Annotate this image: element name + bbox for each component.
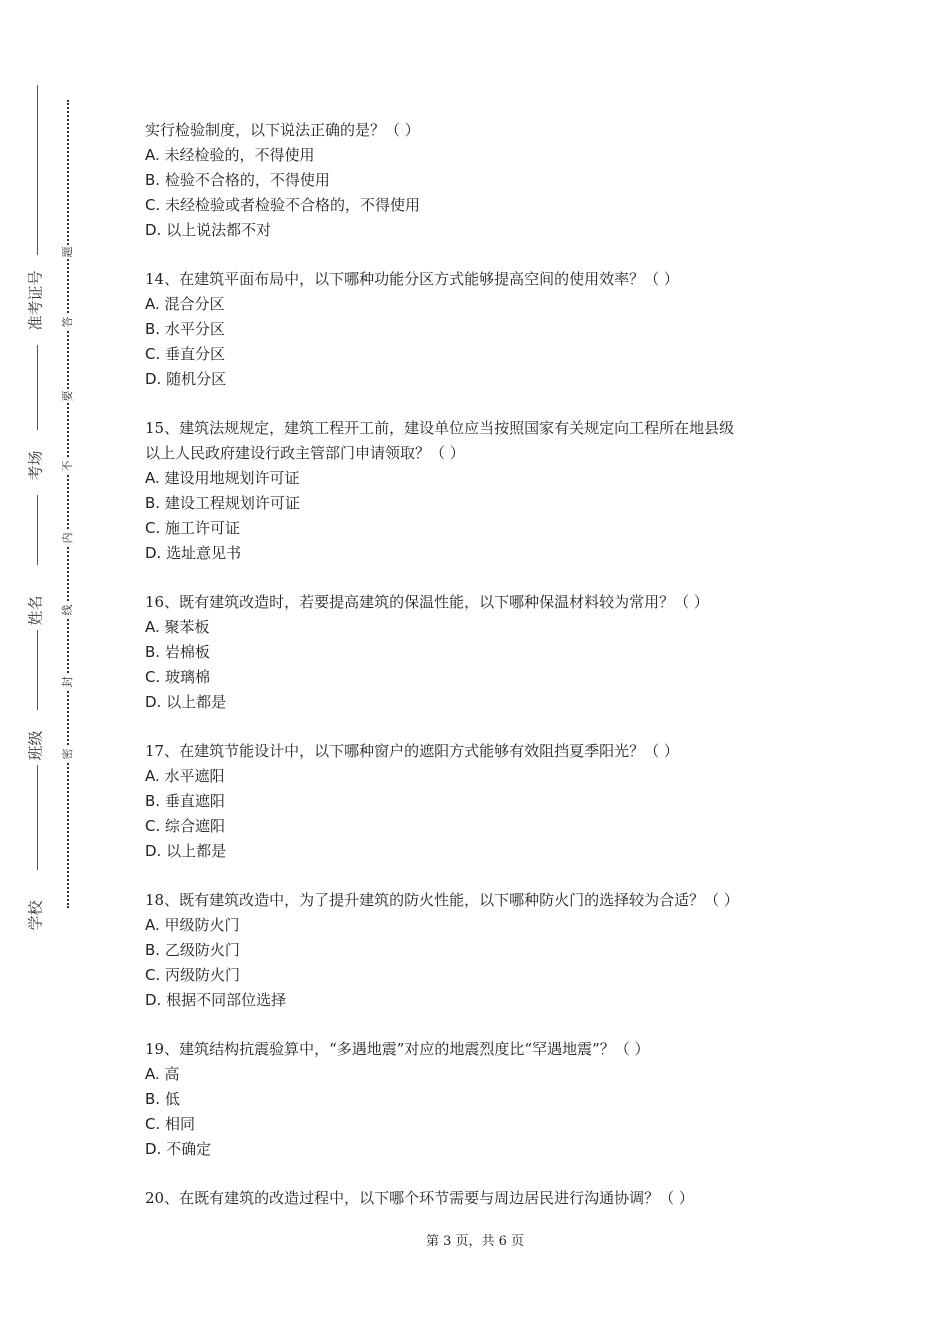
option-text: 混合分区 — [164, 295, 225, 313]
answer-option — [145, 913, 825, 938]
option-text: 随机分区 — [166, 370, 227, 388]
fill-line — [37, 630, 38, 710]
seal-word: 线 — [61, 604, 74, 616]
option-letter: A. — [145, 916, 160, 934]
option-letter: D. — [145, 693, 162, 711]
question-block — [145, 590, 825, 715]
question-block — [145, 888, 825, 1013]
option-letter: A. — [145, 146, 160, 164]
answer-option — [145, 292, 825, 317]
option-text: 低 — [164, 1090, 180, 1108]
answer-option — [145, 839, 825, 864]
option-letter: C. — [145, 345, 161, 363]
class-label: 班级 — [26, 730, 45, 761]
option-letter: D. — [145, 370, 162, 388]
question-block — [145, 1186, 825, 1211]
question-block — [145, 1037, 825, 1162]
seal-word: 密 — [61, 748, 74, 760]
option-letter: D. — [145, 544, 162, 562]
option-text: 相同 — [165, 1115, 196, 1133]
option-text: 不确定 — [166, 1140, 212, 1158]
question-text: 17、在建筑节能设计中，以下哪种窗户的遮阳方式能够有效阻挡夏季阳光？（ ） — [145, 742, 679, 760]
seal-word: 题 — [61, 246, 74, 258]
exam-room-label: 考场 — [26, 450, 45, 481]
question-text: 18、既有建筑改造中，为了提升建筑的防火性能，以下哪种防火门的选择较为合适？（ ） — [145, 891, 739, 909]
option-letter: D. — [145, 1140, 162, 1158]
option-text: 乙级防火门 — [164, 941, 240, 959]
answer-option — [145, 516, 825, 541]
option-letter: C. — [145, 1115, 161, 1133]
option-text: 水平遮阳 — [164, 767, 225, 785]
answer-option — [145, 938, 825, 963]
question-block — [145, 118, 825, 243]
question-block — [145, 739, 825, 864]
answer-option — [145, 814, 825, 839]
answer-option — [145, 218, 825, 243]
answer-option — [145, 690, 825, 715]
fill-line — [37, 85, 38, 255]
option-letter: A. — [145, 618, 160, 636]
seal-word: 不 — [61, 460, 74, 472]
option-text: 玻璃棉 — [165, 668, 211, 686]
question-text: 19、建筑结构抗震验算中，“多遇地震”对应的地震烈度比“罕遇地震”？（ ） — [145, 1040, 650, 1058]
answer-option — [145, 317, 825, 342]
option-text: 未经检验或者检验不合格的，不得使用 — [165, 196, 421, 214]
answer-option — [145, 640, 825, 665]
option-letter: C. — [145, 519, 161, 537]
option-letter: A. — [145, 767, 160, 785]
fill-line — [37, 495, 38, 565]
question-text: 16、既有建筑改造时，若要提高建筑的保温性能，以下哪种保温材料较为常用？（ ） — [145, 593, 709, 611]
answer-option — [145, 665, 825, 690]
option-letter: B. — [145, 643, 161, 661]
question-text: 实行检验制度，以下说法正确的是？（ ） — [145, 121, 420, 139]
answer-option — [145, 615, 825, 640]
answer-option — [145, 1112, 825, 1137]
seal-dotted-line — [67, 100, 69, 908]
option-text: 以上都是 — [166, 842, 227, 860]
seal-word: 封 — [61, 676, 74, 688]
option-letter: D. — [145, 221, 162, 239]
question-block — [145, 416, 825, 566]
option-letter: D. — [145, 991, 162, 1009]
answer-option — [145, 168, 825, 193]
answer-option — [145, 789, 825, 814]
option-letter: C. — [145, 966, 161, 984]
option-text: 以上都是 — [166, 693, 227, 711]
option-letter: B. — [145, 494, 161, 512]
answer-option — [145, 193, 825, 218]
option-text: 甲级防火门 — [164, 916, 240, 934]
option-text: 水平分区 — [164, 320, 225, 338]
option-letter: B. — [145, 171, 161, 189]
option-letter: A. — [145, 295, 160, 313]
answer-option — [145, 764, 825, 789]
seal-word: 要 — [61, 390, 74, 402]
option-letter: A. — [145, 469, 160, 487]
answer-option — [145, 342, 825, 367]
exam-number-label: 准考证号 — [26, 270, 45, 331]
answer-option — [145, 1087, 825, 1112]
option-letter: C. — [145, 196, 161, 214]
option-letter: B. — [145, 320, 161, 338]
option-letter: B. — [145, 941, 161, 959]
option-letter: C. — [145, 817, 161, 835]
answer-option — [145, 466, 825, 491]
option-text: 高 — [164, 1065, 180, 1083]
option-text: 选址意见书 — [166, 544, 242, 562]
option-letter: D. — [145, 842, 162, 860]
question-text: 14、在建筑平面布局中，以下哪种功能分区方式能够提高空间的使用效率？（ ） — [145, 270, 679, 288]
question-text: 以上人民政府建设行政主管部门申请领取？（ ） — [145, 444, 465, 462]
answer-option — [145, 541, 825, 566]
seal-word: 内 — [61, 532, 74, 544]
answer-option — [145, 491, 825, 516]
answer-option — [145, 988, 825, 1013]
option-text: 岩棉板 — [164, 643, 210, 661]
question-list — [145, 118, 825, 1235]
option-text: 检验不合格的，不得使用 — [164, 171, 330, 189]
question-text: 15、建筑法规规定，建筑工程开工前，建设单位应当按照国家有关规定向工程所在地县级 — [145, 419, 735, 437]
name-label: 姓名 — [26, 595, 45, 626]
question-text: 20、在既有建筑的改造过程中，以下哪个环节需要与周边居民进行沟通协调？（ ） — [145, 1189, 694, 1207]
fill-line — [37, 765, 38, 870]
seal-word: 答 — [61, 316, 74, 328]
answer-option — [145, 1137, 825, 1162]
option-text: 以上说法都不对 — [166, 221, 272, 239]
option-text: 聚苯板 — [164, 618, 210, 636]
option-text: 综合遮阳 — [165, 817, 226, 835]
option-text: 建设用地规划许可证 — [164, 469, 300, 487]
answer-option — [145, 367, 825, 392]
option-text: 垂直分区 — [165, 345, 226, 363]
page-footer: 第 3 页，共 6 页 — [425, 1234, 525, 1249]
school-label: 学校 — [26, 900, 45, 931]
option-letter: A. — [145, 1065, 160, 1083]
option-text: 根据不同部位选择 — [166, 991, 287, 1009]
question-block — [145, 267, 825, 392]
option-text: 建设工程规划许可证 — [164, 494, 300, 512]
option-letter: C. — [145, 668, 161, 686]
option-letter: B. — [145, 1090, 161, 1108]
fill-line — [37, 345, 38, 430]
option-letter: B. — [145, 792, 161, 810]
answer-option — [145, 963, 825, 988]
option-text: 施工许可证 — [165, 519, 241, 537]
answer-option — [145, 143, 825, 168]
option-text: 未经检验的，不得使用 — [164, 146, 315, 164]
option-text: 丙级防火门 — [165, 966, 241, 984]
option-text: 垂直遮阳 — [164, 792, 225, 810]
answer-option — [145, 1062, 825, 1087]
